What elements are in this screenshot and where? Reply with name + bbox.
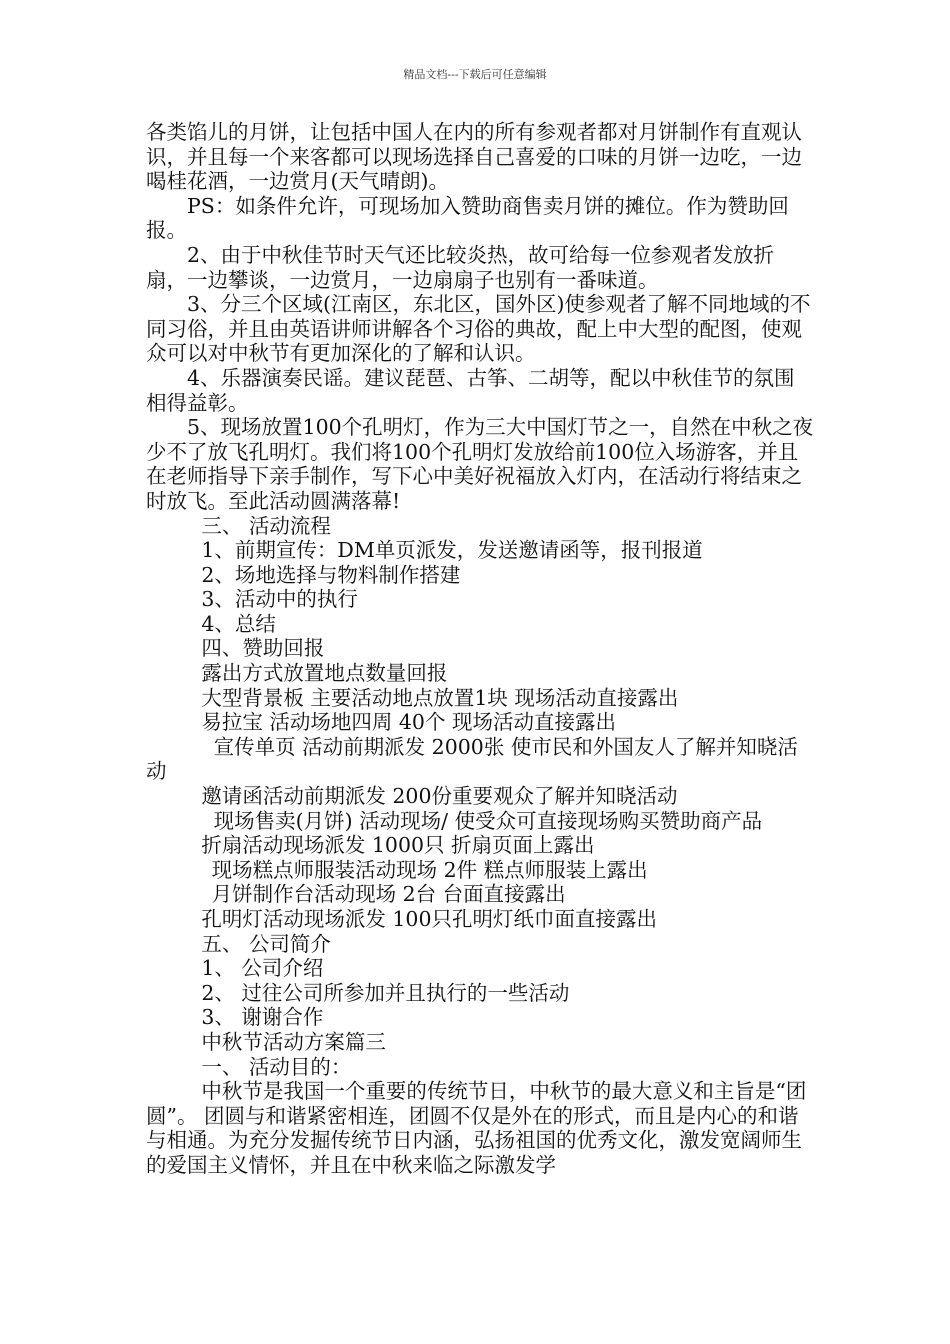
- table-row: 现场糕点师服装活动现场 2件 糕点师服装上露出: [211, 857, 648, 882]
- table-row: 邀请函活动前期派发 200份重要观众了解并知晓活动: [201, 784, 678, 809]
- paragraph: 5、现场放置100个孔明灯，作为三大中国灯节之一，自然在中秋之夜少不了放飞孔明灯。我们将100个孔明灯发放给前100位入场游客，并且在老师指导下亲手制作，写下心中美好祝福放入灯内，在活动行将结束之时放飞。至此活动圆满落幕!: [146, 415, 814, 513]
- list-item: 3、 谢谢合作: [201, 1005, 324, 1030]
- table-row: 宣传单页 活动前期派发 2000张 使市民和外国友人了解并知晓活动: [146, 734, 798, 784]
- paragraph: 2、由于中秋佳节时天气还比较炎热，故可给每一位参观者发放折扇，一边攀谈，一边赏月，一边扇扇子也别有一番味道。: [146, 242, 775, 292]
- table-row: 现场售卖(月饼) 活动现场/ 使受众可直接现场购买赞助商产品: [213, 808, 763, 833]
- section-heading: 五、 公司简介: [201, 931, 331, 956]
- table-row: 大型背景板 主要活动地点放置1块 现场活动直接露出: [201, 685, 679, 710]
- page-header: 精品文档---下载后可任意编辑: [403, 68, 547, 81]
- paragraph: 3、分三个区域(江南区，东北区，国外区)使参观者了解不同地域的不同习俗，并且由英语讲师讲解各个习俗的典故，配上中大型的配图，使观众可以对中秋节有更加深化的了解和认识。: [146, 292, 811, 366]
- paragraph: PS：如条件允许，可现场加入赞助商售卖月饼的摊位。作为赞助回报。: [146, 193, 789, 243]
- table-row: 孔明灯活动现场派发 100只孔明灯纸巾面直接露出: [201, 907, 657, 931]
- list-item: 1、 公司介绍: [201, 956, 324, 981]
- table-row: 易拉宝 活动场地四周 40个 现场活动直接露出: [201, 710, 616, 735]
- section-heading: 三、 活动流程: [201, 513, 331, 538]
- list-item: 1、前期宣传：DM单页派发，发送邀请函等，报刊报道: [201, 538, 703, 563]
- paragraph: 各类馅儿的月饼，让包括中国人在内的所有参观者都对月饼制作有直观认识，并且每一个来客都可以现场选择自己喜爱的口味的月饼一边吃，一边喝桂花酒，一边赏月(天气晴朗)。: [146, 120, 802, 194]
- list-item: 4、总结: [201, 611, 276, 636]
- paragraph: 4、乐器演奏民谣。建议琵琶、古筝、二胡等，配以中秋佳节的氛围相得益彰。: [146, 365, 795, 415]
- section-heading: 一、 活动目的：: [201, 1054, 352, 1079]
- section-title: 中秋节活动方案篇三: [201, 1029, 386, 1054]
- table-row: 月饼制作台活动现场 2台 台面直接露出: [211, 882, 566, 907]
- list-item: 2、场地选择与物料制作搭建: [201, 562, 461, 587]
- paragraph: 中秋节是我国一个重要的传统节日，中秋节的最大意义和主旨是“团圆”。 团圆与和谐紧密相连，团圆不仅是外在的形式，而且是内心的和谐与相通。为充分发掘传统节日内涵，弘扬祖国的优秀文化，激发宽阔师生的爱国主义情怀，并且在中秋来临之际激发学: [146, 1079, 807, 1177]
- table-row: 折扇活动现场派发 1000只 折扇页面上露出: [201, 833, 595, 858]
- document-body: [146, 120, 814, 1178]
- list-item: 2、 过往公司所参加并且执行的一些活动: [201, 980, 570, 1005]
- section-heading: 四、赞助回报: [201, 636, 325, 661]
- table-header: 露出方式放置地点数量回报: [201, 661, 448, 686]
- list-item: 3、活动中的执行: [201, 587, 358, 612]
